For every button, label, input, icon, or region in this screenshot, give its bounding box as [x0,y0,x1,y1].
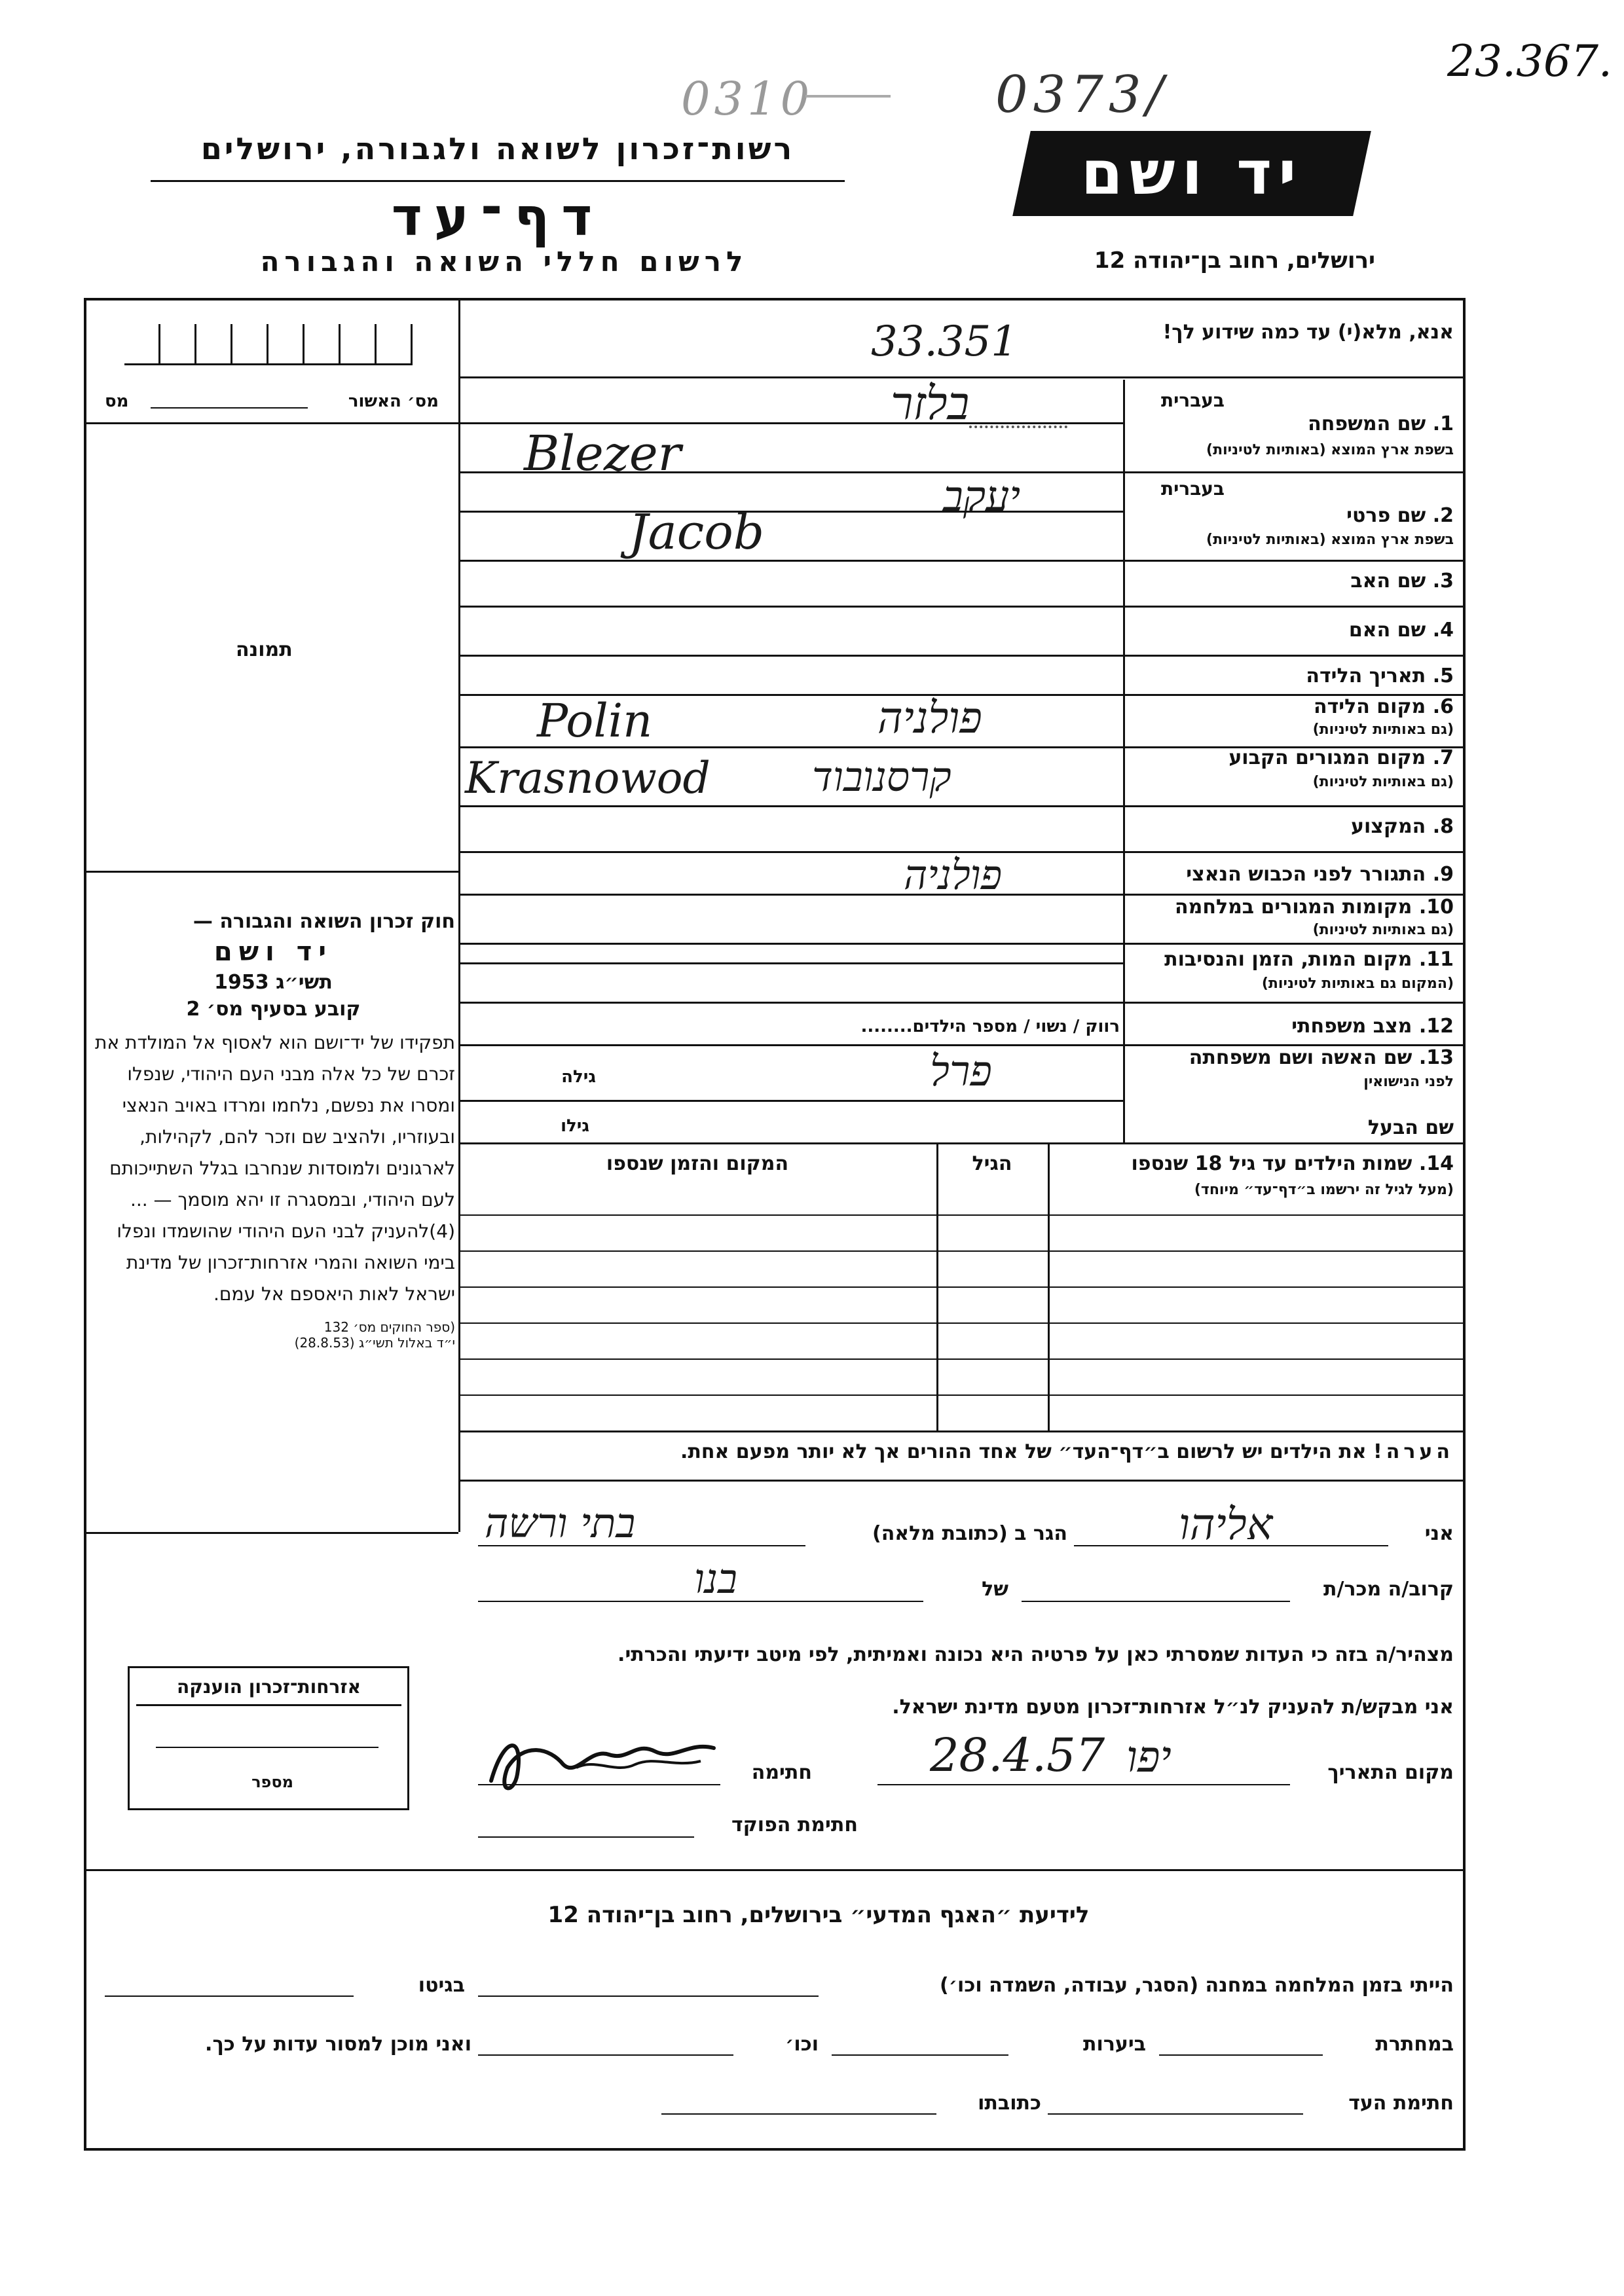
field-num: 11. [1418,948,1454,971]
hw-residence-latin: Krasnowod [465,753,710,803]
signature-stroke-2 [576,1761,701,1768]
children-row-1 [458,1214,1466,1216]
corner-archive-number: 23.367. [1447,36,1612,86]
certificate-tick-boxes [124,324,413,365]
law-clause: קובע בסעיף מס׳ 2 [186,998,361,1021]
field-label-family-name [1133,412,1454,435]
certificate-no-field [151,407,308,409]
yad-vashem-logo [1012,131,1371,216]
law-footnote-2: י״ד באלול תשי״ג (28.8.53) [294,1335,455,1351]
marital-options: רווק / נשוי / מספר הילדים........ [860,1017,1120,1036]
field-num: 6. [1432,695,1454,718]
field-text: מקומות המגורים במלחמה [1175,896,1412,919]
signature-stroke [491,1745,714,1788]
footer-underground-label: במחתרת [1375,2033,1454,2056]
decl-place-date-field [877,1784,1290,1785]
field-text: תאריך הלידה [1306,665,1426,687]
field-sub-first-name: בשפת ארץ המוצא (באותיות לטיניות) [1206,532,1454,548]
children-header: 14. שמות הילדים עד גיל 18 שנספו [1131,1152,1454,1175]
field-num: 5. [1432,665,1454,687]
footer-ghetto-label: בגיטו [418,1974,465,1997]
field-text: שם האשה ושם משפחתה [1189,1046,1412,1069]
hw-relation: בנו [694,1555,737,1603]
label-column-divider [1123,380,1125,1142]
in-hebrew-label-1: בעברית [1160,390,1225,411]
left-row-line-1 [84,422,458,424]
row-line-11b [458,1002,1466,1004]
row-line-3 [458,606,1466,608]
hw-place: יפו [1126,1732,1172,1782]
photo-label: תמונה [236,638,293,661]
footer-ghetto-field [105,1995,354,1997]
field-label-marital [1133,1015,1454,1038]
row-line-7 [458,805,1466,807]
decl-officer-field [478,1836,694,1838]
children-table-bottom [458,1430,1466,1432]
children-row-2 [458,1250,1466,1252]
footer-etc-field [478,2054,733,2056]
institution-address: ירושלים, רחוב בן־יהודה 12 [1094,247,1375,274]
citizenship-box [128,1666,409,1810]
field-text: התגורר לפני הכבוש הנאצי [1186,863,1426,886]
decl-place-date-label: מקום התאריך [1327,1761,1454,1784]
field-label-birth-date [1133,665,1454,687]
footer-witness-sig-field [1048,2113,1303,2115]
field-sub-family-name: בשפת ארץ המוצא (באותיות לטיניות) [1206,442,1454,458]
note-text: את הילדים יש לרשום ב״דף־העד״ של אחד ההורים אך לא יותר מפעם אחת. [680,1440,1367,1463]
law-footnote-1: (ספר החוקים מס׳ 132 [323,1319,455,1335]
footer-witness-sig-label: חתימת העד [1348,2092,1454,2115]
decl-officer-signature-label: חתימת הפוקד [731,1813,858,1836]
faint-dash [805,95,891,98]
law-year-h: תשי״ג [276,971,333,994]
field-num: 8. [1432,815,1454,838]
field-sub-death: (המקום גם באותיות לטיניות) [1261,975,1454,992]
hw-war-residence: פולניה [904,851,1003,899]
decl-i-label: אני [1424,1522,1454,1545]
children-row-5 [458,1358,1466,1360]
decl-signature-label: חתימה [751,1761,812,1784]
hw-family-name-latin: Blezer [524,426,681,482]
field-text: שם האם [1348,619,1426,642]
field-label-wife [1133,1046,1454,1069]
law-year-line [92,971,455,994]
field-text: מקום המגורים הקבוע [1228,746,1426,769]
children-row-6 [458,1394,1466,1396]
husband-name-label: שם הבעל [1367,1116,1454,1139]
row-line-2b [458,560,1466,562]
decl-relative-field [1022,1601,1290,1602]
row-line-2a [458,511,1123,513]
certificate-no-tag: מס [105,392,129,411]
form-subtitle: לרשום חללי השואה והגבורה [260,246,748,278]
law-name: יד ושם [213,937,333,967]
children-age-header: הגיל [972,1152,1012,1175]
hw-first-name-latin: Jacob [629,504,765,560]
footer-willing-label: ואני מוכן למסור עדות על כך. [205,2033,471,2056]
hw-first-name-hebrew: יעקב [943,473,1021,521]
law-body: תפקידו של יד־ושם הוא לאסוף אל המולדת את זכרם של כל אלה מבני העם היהודי, שנפלו ומסרו את נפשם, נלחמו ומרדו באויב הנאצי ובעוזריו, ולהציב שם וזכר להם, לקהילות, לארגונים ולמוסדות שנחרבו בגלל השתייכותם לעם היהודי, ובמסגרה זו יהא מוסמך — ...(4)להעניק לבני העם היהודי שהושמדו ונפלו בימי השואה והמרי אזרחות־זכרון של מדינת ישראל לאות היאספם אל עמם. [95,1032,455,1305]
hw-date: 28.4.57 [930,1728,1105,1782]
field-num: 9. [1432,863,1454,886]
husband-age-label: גילו [561,1116,589,1136]
law-box-bottom [84,1532,458,1534]
footer-top-line [84,1869,1466,1871]
footer-forests-field [832,2054,1008,2056]
row-line-13a [458,1100,1123,1102]
footer-address-label: כתובתו [978,2092,1041,2115]
hw-witness-address: בתי ורשה [485,1499,636,1547]
footer-forests-label: ביערות [1083,2033,1146,2056]
footer-etc-label: וכו׳ [785,2033,819,2056]
field-label-father [1133,570,1454,592]
field-label-pre-occupation [1133,863,1454,886]
field-text: המקצוע [1350,815,1426,838]
record-number: 33.351 [871,318,1018,366]
form-title: דף־עד [391,187,604,247]
hw-family-name-hebrew: בלזר [891,376,970,430]
field-label-mother [1133,619,1454,642]
reader-note: אנא, מלא(י) עד כמה שידוע לך! [1162,321,1454,344]
field-num: 3. [1432,570,1454,592]
law-title: חוק זכרון השואה והגבורה — [193,910,455,933]
logo-text: יד ושם [1080,138,1303,208]
decl-request: אני מבקש/ת להעניק לנ״ל אזרחות־זכרון מטעם מדינת ישראל. [892,1696,1454,1719]
row-line-1a [458,422,1123,424]
citizenship-box-no: מספר [251,1773,293,1791]
field-num: 1. [1432,412,1454,435]
field-sub-wife: לפני הנישואין [1363,1074,1454,1090]
field-label-birth-place [1133,695,1454,718]
note-label: הערה! [1373,1440,1454,1463]
decl-statement: מצהיר/ה בזה כי העדות שמסרתי כאן על פרטיה היא נכונה ואמיתית, לפי מיטב ידיעתי והכרתי. [618,1643,1454,1666]
field-text: מצב משפחתי [1291,1015,1412,1038]
footer-address-field [661,2113,936,2115]
field-label-profession [1133,815,1454,838]
field-label-death [1133,948,1454,971]
field-label-first-name [1133,504,1454,527]
dotted-marks [969,426,1067,441]
children-note: (מעל לגיל זה ירשמו ב״דף־עד״ מיוחד) [1194,1182,1454,1198]
field-text: שם המשפחה [1308,412,1426,435]
field-num: 13. [1418,1046,1454,1069]
field-sub-war-residences: (גם באותיות לטיניות) [1312,922,1454,938]
row-line-4 [458,655,1466,657]
field-text: שם האב [1350,570,1426,592]
children-row-3 [458,1286,1466,1288]
decl-of-label: של [982,1578,1008,1601]
row-line-10 [458,943,1466,945]
footer-underground-field [1159,2054,1323,2056]
authority-underline [151,180,845,182]
field-sub-birth-place: (גם באותיות לטיניות) [1312,721,1454,738]
field-sub-residence: (גם באותיות לטיניות) [1312,774,1454,790]
main-serial-stamp: 0373/ [995,65,1169,124]
hw-birth-place-latin: Polin [537,694,653,748]
law-year-g: 1953 [214,971,269,994]
field-label-residence [1133,746,1454,769]
note-row-bottom [458,1480,1466,1482]
field-text: מקום המות, הזמן והנסיבות [1164,948,1412,971]
row-line-11a [458,962,1123,964]
field-num: 7. [1432,746,1454,769]
hw-wife-name: פרל [930,1048,992,1096]
field-num: 4. [1432,619,1454,642]
law-text-box [92,910,455,1351]
field-num: 10. [1418,896,1454,919]
field-label-war-residences [1133,896,1454,919]
citizenship-box-line [156,1747,378,1748]
hw-residence-hebrew: קרסנובוד [812,753,951,801]
faint-serial-stamp: 0310 [681,72,814,126]
note-line [471,1440,1454,1463]
field-text: מקום הלידה [1313,695,1426,718]
children-row-4 [458,1322,1466,1324]
row-line-13b [458,1142,1466,1144]
footer-camp-field [478,1995,819,1997]
footer-title: לידיעת ״האגף המדעי״ בירושלים, רחוב בן־יהודה 12 [547,1902,1090,1928]
law-box-right-edge [458,871,460,1532]
witness-signature [478,1728,727,1800]
field-num: 12. [1418,1015,1454,1038]
field-num: 2. [1432,504,1454,527]
decl-living-at: הגר ב (כתובת מלאה) [872,1522,1067,1545]
children-place-header: המקום והזמן שנספו [606,1152,789,1175]
field-text: שם פרטי [1346,504,1426,527]
in-hebrew-label-2: בעברית [1160,478,1225,500]
hw-witness-name: אליהו [1179,1499,1273,1550]
hw-birth-place-hebrew: פולניה [877,693,982,743]
footer-camp-label: הייתי בזמן המלחמה במחנה (הסגר, עבודה, השמדה וכו׳) [940,1974,1454,1997]
issuing-authority: רשות־זכרון לשואה ולגבורה, ירושלים [200,131,795,166]
certificate-no-label: מס׳ האשור [348,392,439,411]
decl-relative-label: קרוב/ה מכר/ת [1323,1578,1454,1601]
photo-area-bottom [84,871,458,873]
citizenship-box-title: אזרחות־זכרון הוענקה [136,1676,401,1706]
wife-age-label: גילה [561,1067,596,1087]
